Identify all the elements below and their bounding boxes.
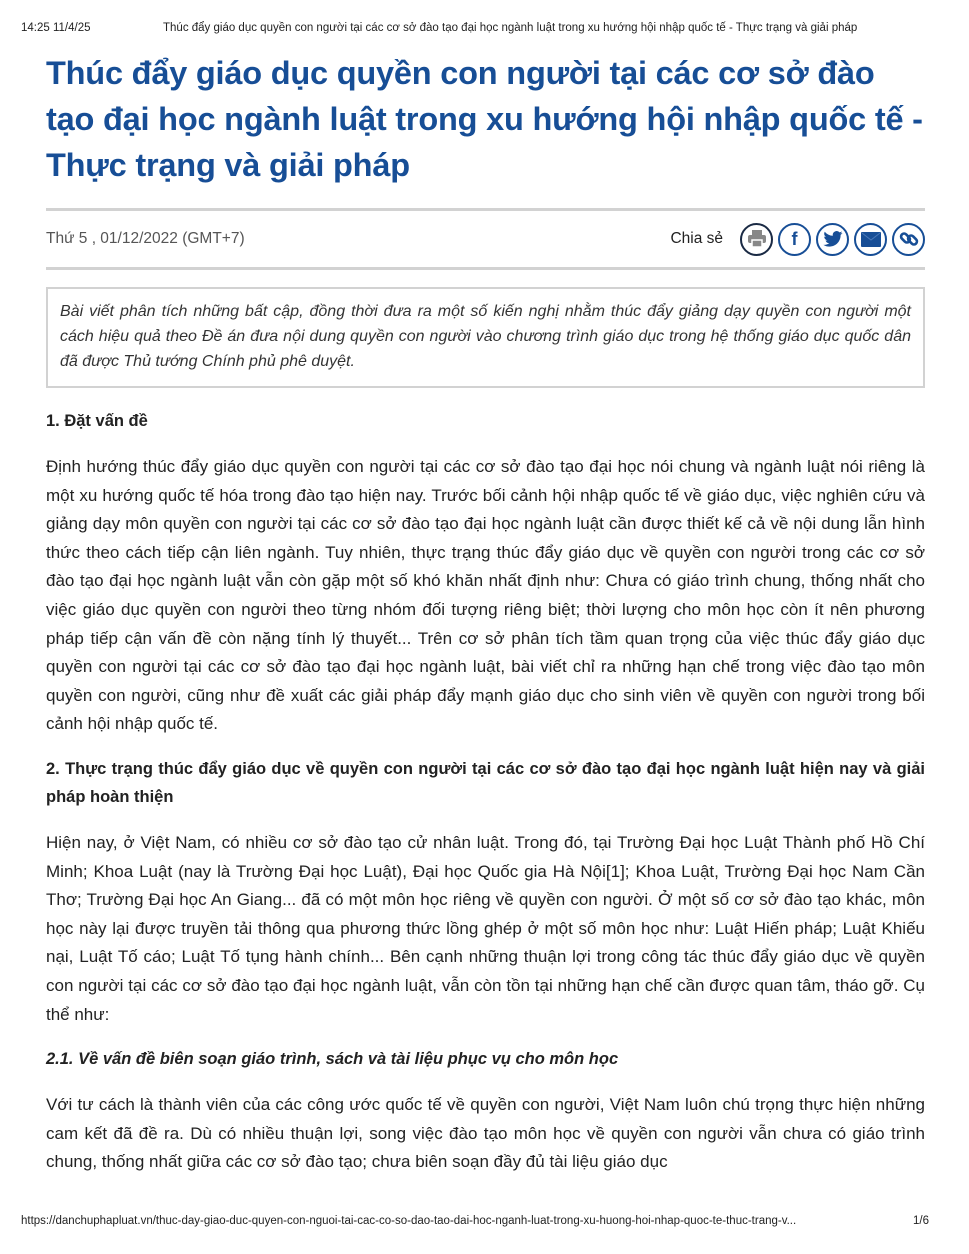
print-footer xyxy=(21,1215,929,1227)
paragraph: Định hướng thúc đẩy giáo dục quyền con người tại các cơ sở đào tạo đại học nói chung và ngành luật nói riêng là một xu hướng quốc tế hóa trong đào tạo hiện nay. Trước bối cảnh hội nhập quốc tế về giáo dục, việc nghiên cứu và giảng dạy môn quyền con người tại các cơ sở đào tạo đại học ngành luật cần được thiết kế cả về nội dung lẫn hình thức theo cách tiếp cận liên ngành. Tuy nhiên, thực trạng thúc đẩy giáo dục về quyền con người trong các cơ sở đào tạo đại học ngành luật vẫn còn gặp một số khó khăn nhất định như: Chưa có giáo trình chung, thống nhất cho việc giáo dục quyền con người theo từng nhóm đối tượng riêng biệt; thời lượng cho môn học còn ít nên phương pháp tiếp cận vấn đề còn nặng tính lý thuyết... Trên cơ sở phân tích tầm quan trọng của việc thúc đẩy giáo dục quyền con người tại các cơ sở đào tạo đại học ngành luật, bài viết chỉ ra những hạn chế trong việc đào tạo môn quyền con người, cũng như đề xuất các giải pháp đẩy mạnh giáo dục cho sinh viên về quyền con người trong bối cảnh hội nhập quốc tế. xyxy=(46,457,925,734)
paragraph: Hiện nay, ở Việt Nam, có nhiều cơ sở đào tạo cử nhân luật. Trong đó, tại Trường Đại học Luật Thành phố Hồ Chí Minh; Khoa Luật (nay là Trường Đại học Luật), Đại học Quốc gia Hà Nội[1]; Khoa Luật, Trường Đại học Nam Cần Thơ; Trường Đại học An Giang... đã có một môn học riêng về quyền con người. Ở một số cơ sở đào tạo khác, môn học này lại được truyền tải thông qua phương thức lồng ghép ở một số môn học như: Luật Hiến pháp; Luật Khiếu nại, Luật Tố cáo; Luật Tố tụng hành chính... Bên cạnh những thuận lợi trong công tác thúc đẩy giáo dục về quyền con người tại các cơ sở đào tạo đại học ngành luật, vẫn còn tồn tại những hạn chế cần được quan tâm, tháo gỡ. Cụ thể như: xyxy=(46,832,925,1024)
link-icon xyxy=(899,229,919,249)
article xyxy=(46,50,925,1177)
print-header xyxy=(21,22,929,34)
email-icon xyxy=(861,232,881,247)
print-icon xyxy=(747,230,767,248)
share-bar xyxy=(670,223,925,256)
article-date: Thứ 5 , 01/12/2022 (GMT+7) xyxy=(46,230,245,247)
print-title: Thúc đẩy giáo dục quyền con người tại các cơ sở đào tạo đại học ngành luật trong xu hướng hội nhập quốc tế - Thực trạng và giải pháp xyxy=(163,22,858,34)
article-title: Thúc đẩy giáo dục quyền con người tại các cơ sở đào tạo đại học ngành luật trong xu hướng hội nhập quốc tế - Thực trạng và giải pháp xyxy=(46,55,923,183)
paragraph: Với tư cách là thành viên của các công ước quốc tế về quyền con người, Việt Nam luôn chú trọng thực hiện những cam kết đã đề ra. Dù có nhiều thuận lợi, song việc đào tạo môn học về quyền con người vẫn chưa có giáo trình chung, thống nhất giữa các cơ sở đào tạo; chưa biên soạn đầy đủ tài liệu giáo dục xyxy=(46,1095,925,1172)
email-share-button[interactable] xyxy=(854,223,887,256)
twitter-icon xyxy=(823,231,843,247)
article-body xyxy=(46,407,925,1177)
section-heading: 2. Thực trạng thúc đẩy giáo dục về quyền con người tại các cơ sở đào tạo đại học ngành luật hiện nay và giải pháp hoàn thiện xyxy=(46,759,925,806)
print-button[interactable] xyxy=(740,223,773,256)
subsection-heading: 2.1. Về vấn đề biên soạn giáo trình, sách và tài liệu phục vụ cho môn học xyxy=(46,1050,619,1069)
page-number: 1/6 xyxy=(913,1215,929,1227)
section-heading: 1. Đặt vấn đề xyxy=(46,412,148,430)
print-datetime: 14:25 11/4/25 xyxy=(21,22,91,34)
twitter-share-button[interactable] xyxy=(816,223,849,256)
facebook-share-button[interactable] xyxy=(778,223,811,256)
share-label: Chia sẻ xyxy=(670,230,723,247)
article-meta-bar xyxy=(46,208,925,270)
page-url: https://danchuphapluat.vn/thuc-day-giao-duc-quyen-con-nguoi-tai-cac-co-so-dao-tao-dai-hoc-nganh-luat-trong-xu-huong-hoi-nhap-quoc-te-thuc-trang-v... xyxy=(21,1215,797,1227)
copy-link-button[interactable] xyxy=(892,223,925,256)
facebook-icon: f xyxy=(791,228,798,249)
article-summary: Bài viết phân tích những bất cập, đồng thời đưa ra một số kiến nghị nhằm thúc đẩy giảng dạy quyền con người một cách hiệu quả theo Đề án đưa nội dung quyền con người vào chương trình giáo dục trong hệ thống giáo dục quốc dân đã được Thủ tướng Chính phủ phê duyệt. xyxy=(46,287,925,388)
